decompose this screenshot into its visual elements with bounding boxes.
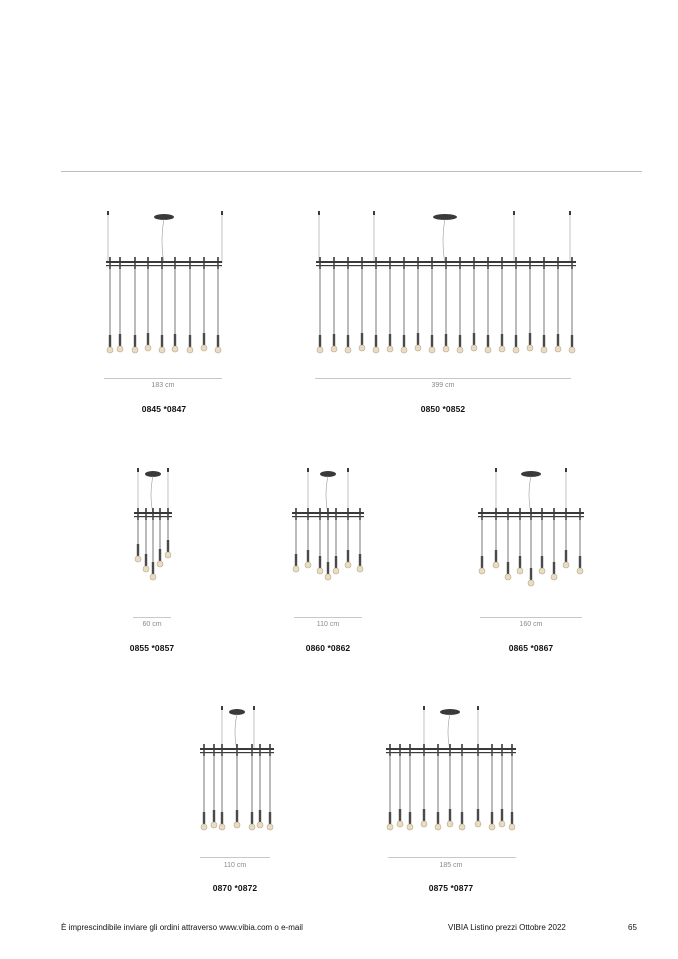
light-bulb	[211, 822, 217, 828]
wire-anchor	[569, 211, 571, 215]
pendant-tube	[359, 554, 361, 566]
pendant-tube	[203, 333, 205, 345]
light-bulb	[563, 562, 569, 568]
light-bulb	[257, 822, 263, 828]
dimension-line	[388, 857, 516, 858]
light-bulb	[249, 824, 255, 830]
wire-anchor	[373, 211, 375, 215]
structure-bar	[386, 748, 516, 750]
light-bulb	[429, 347, 435, 353]
lamp-illustration	[100, 205, 230, 365]
pendant-tube	[519, 556, 521, 568]
light-bulb	[551, 574, 557, 580]
light-bulb	[157, 561, 163, 567]
dimension-line	[480, 617, 582, 618]
product-dimension: 185 cm	[439, 862, 463, 869]
pendant-tube	[445, 334, 447, 346]
light-bulb	[493, 562, 499, 568]
light-bulb	[499, 821, 505, 827]
lamp-illustration	[312, 205, 582, 365]
light-bulb	[107, 347, 113, 353]
footer-page-number: 65	[628, 923, 637, 932]
product-dimension: 110 cm	[223, 862, 247, 869]
wire-anchor	[221, 211, 223, 215]
light-bulb	[435, 824, 441, 830]
pendant-tube	[269, 812, 271, 824]
dimension-line	[315, 378, 571, 379]
pendant-tube	[137, 544, 139, 556]
light-bulb	[317, 347, 323, 353]
light-bulb	[387, 824, 393, 830]
pendant-tube	[543, 335, 545, 347]
light-bulb	[293, 566, 299, 572]
dimension-line	[200, 857, 270, 858]
lamp-illustration	[476, 462, 586, 592]
light-bulb	[117, 346, 123, 352]
light-bulb	[517, 568, 523, 574]
wire-anchor	[307, 468, 309, 472]
product-code: 0875 *0877	[428, 883, 474, 893]
wire-anchor	[423, 706, 425, 710]
product-dimension: 110 cm	[316, 621, 340, 628]
dimension-line	[294, 617, 362, 618]
light-bulb	[331, 346, 337, 352]
power-cable	[443, 219, 445, 263]
light-bulb	[357, 566, 363, 572]
pendant-tube	[221, 812, 223, 824]
light-bulb	[509, 824, 515, 830]
light-bulb	[407, 824, 413, 830]
pendant-tube	[147, 333, 149, 345]
product-code: 0850 *0852	[420, 404, 466, 414]
pendant-tube	[473, 333, 475, 345]
pendant-tube	[477, 809, 479, 821]
pendant-tube	[167, 540, 169, 552]
light-bulb	[387, 346, 393, 352]
footer-ordering-note: È imprescindibile inviare gli ordini attraverso www.vibia.com o e-mail	[61, 923, 303, 932]
pendant-tube	[259, 810, 261, 822]
pendant-tube	[571, 335, 573, 347]
light-bulb	[267, 824, 273, 830]
light-bulb	[499, 346, 505, 352]
wire-anchor	[477, 706, 479, 710]
pendant-tube	[174, 334, 176, 346]
light-bulb	[187, 347, 193, 353]
pendant-tube	[553, 562, 555, 574]
light-bulb	[373, 347, 379, 353]
light-bulb	[201, 345, 207, 351]
light-bulb	[489, 824, 495, 830]
pendant-tube	[152, 562, 154, 574]
pendant-tube	[327, 562, 329, 574]
pendant-tube	[361, 333, 363, 345]
pendant-tube	[333, 334, 335, 346]
pendant-tube	[461, 812, 463, 824]
lamp-illustration	[196, 700, 278, 840]
dimension-line	[133, 617, 171, 618]
pendant-tube	[375, 335, 377, 347]
pendant-tube	[431, 335, 433, 347]
light-bulb	[333, 568, 339, 574]
pendant-tube	[417, 333, 419, 345]
product-dimension: 399 cm	[431, 382, 455, 389]
light-bulb	[447, 821, 453, 827]
wire-anchor	[253, 706, 255, 710]
light-bulb	[359, 345, 365, 351]
light-bulb	[528, 580, 534, 586]
pendant-tube	[491, 812, 493, 824]
product-0865	[476, 462, 586, 592]
pendant-tube	[159, 549, 161, 561]
pendant-tube	[189, 335, 191, 347]
product-dimension: 183 cm	[151, 382, 175, 389]
pendant-tube	[459, 335, 461, 347]
product-code: 0845 *0847	[141, 404, 187, 414]
light-bulb	[475, 821, 481, 827]
light-bulb	[471, 345, 477, 351]
pendant-tube	[409, 812, 411, 824]
light-bulb	[569, 347, 575, 353]
light-bulb	[479, 568, 485, 574]
light-bulb	[459, 824, 465, 830]
pendant-tube	[213, 810, 215, 822]
pendant-tube	[437, 812, 439, 824]
pendant-tube	[134, 335, 136, 347]
product-dimension: 160 cm	[519, 621, 543, 628]
light-bulb	[577, 568, 583, 574]
light-bulb	[150, 574, 156, 580]
pendant-tube	[389, 812, 391, 824]
pendant-tube	[530, 568, 532, 580]
light-bulb	[555, 346, 561, 352]
pendant-tube	[541, 556, 543, 568]
light-bulb	[485, 347, 491, 353]
wire-anchor	[565, 468, 567, 472]
pendant-tube	[335, 556, 337, 568]
lamp-illustration	[290, 462, 366, 592]
pendant-tube	[579, 556, 581, 568]
wire-anchor	[318, 211, 320, 215]
light-bulb	[505, 574, 511, 580]
light-bulb	[457, 347, 463, 353]
pendant-tube	[109, 335, 111, 347]
pendant-tube	[319, 335, 321, 347]
wire-anchor	[167, 468, 169, 472]
pendant-tube	[529, 333, 531, 345]
pendant-tube	[161, 335, 163, 347]
light-bulb	[159, 347, 165, 353]
product-0870	[196, 700, 278, 840]
product-0845	[100, 205, 230, 365]
pendant-tube	[495, 550, 497, 562]
pendant-tube	[403, 335, 405, 347]
light-bulb	[345, 347, 351, 353]
light-bulb	[397, 821, 403, 827]
pendant-tube	[501, 334, 503, 346]
pendant-tube	[203, 812, 205, 824]
light-bulb	[219, 824, 225, 830]
light-bulb	[325, 574, 331, 580]
product-0860	[290, 462, 366, 592]
wire-anchor	[513, 211, 515, 215]
light-bulb	[145, 345, 151, 351]
pendant-tube	[557, 334, 559, 346]
wire-anchor	[221, 706, 223, 710]
light-bulb	[539, 568, 545, 574]
pendant-tube	[399, 809, 401, 821]
wire-anchor	[495, 468, 497, 472]
product-code: 0865 *0867	[508, 643, 554, 653]
pendant-tube	[347, 550, 349, 562]
light-bulb	[317, 568, 323, 574]
pendant-tube	[389, 334, 391, 346]
wire-anchor	[137, 468, 139, 472]
light-bulb	[215, 347, 221, 353]
product-dimension: 60 cm	[142, 621, 162, 628]
light-bulb	[234, 822, 240, 828]
pendant-tube	[515, 335, 517, 347]
wire-anchor	[347, 468, 349, 472]
pendant-tube	[449, 809, 451, 821]
pendant-tube	[295, 554, 297, 566]
product-0875	[384, 700, 520, 840]
power-cable	[162, 219, 164, 263]
pendant-tube	[251, 812, 253, 824]
lamp-illustration	[384, 700, 520, 840]
top-divider	[61, 171, 642, 172]
structure-bar	[386, 752, 516, 753]
pendant-tube	[145, 554, 147, 566]
light-bulb	[541, 347, 547, 353]
light-bulb	[415, 345, 421, 351]
pendant-tube	[507, 562, 509, 574]
pendant-tube	[511, 812, 513, 824]
pendant-tube	[307, 550, 309, 562]
light-bulb	[165, 552, 171, 558]
light-bulb	[172, 346, 178, 352]
dimension-line	[104, 378, 222, 379]
footer-catalog-title: VIBIA Listino prezzi Ottobre 2022	[448, 923, 566, 932]
pendant-tube	[319, 556, 321, 568]
product-code: 0855 *0857	[129, 643, 175, 653]
light-bulb	[527, 345, 533, 351]
product-0855	[128, 462, 178, 592]
light-bulb	[143, 566, 149, 572]
light-bulb	[135, 556, 141, 562]
light-bulb	[513, 347, 519, 353]
product-code: 0870 *0872	[212, 883, 258, 893]
pendant-tube	[501, 809, 503, 821]
product-0850	[312, 205, 582, 365]
pendant-tube	[481, 556, 483, 568]
wire-anchor	[107, 211, 109, 215]
pendant-tube	[236, 810, 238, 822]
pendant-tube	[347, 335, 349, 347]
pendant-tube	[423, 809, 425, 821]
light-bulb	[443, 346, 449, 352]
pendant-tube	[487, 335, 489, 347]
light-bulb	[305, 562, 311, 568]
light-bulb	[401, 347, 407, 353]
light-bulb	[132, 347, 138, 353]
pendant-tube	[565, 550, 567, 562]
pendant-tube	[217, 335, 219, 347]
light-bulb	[201, 824, 207, 830]
product-code: 0860 *0862	[305, 643, 351, 653]
light-bulb	[421, 821, 427, 827]
pendant-tube	[119, 334, 121, 346]
light-bulb	[345, 562, 351, 568]
lamp-illustration	[128, 462, 178, 592]
